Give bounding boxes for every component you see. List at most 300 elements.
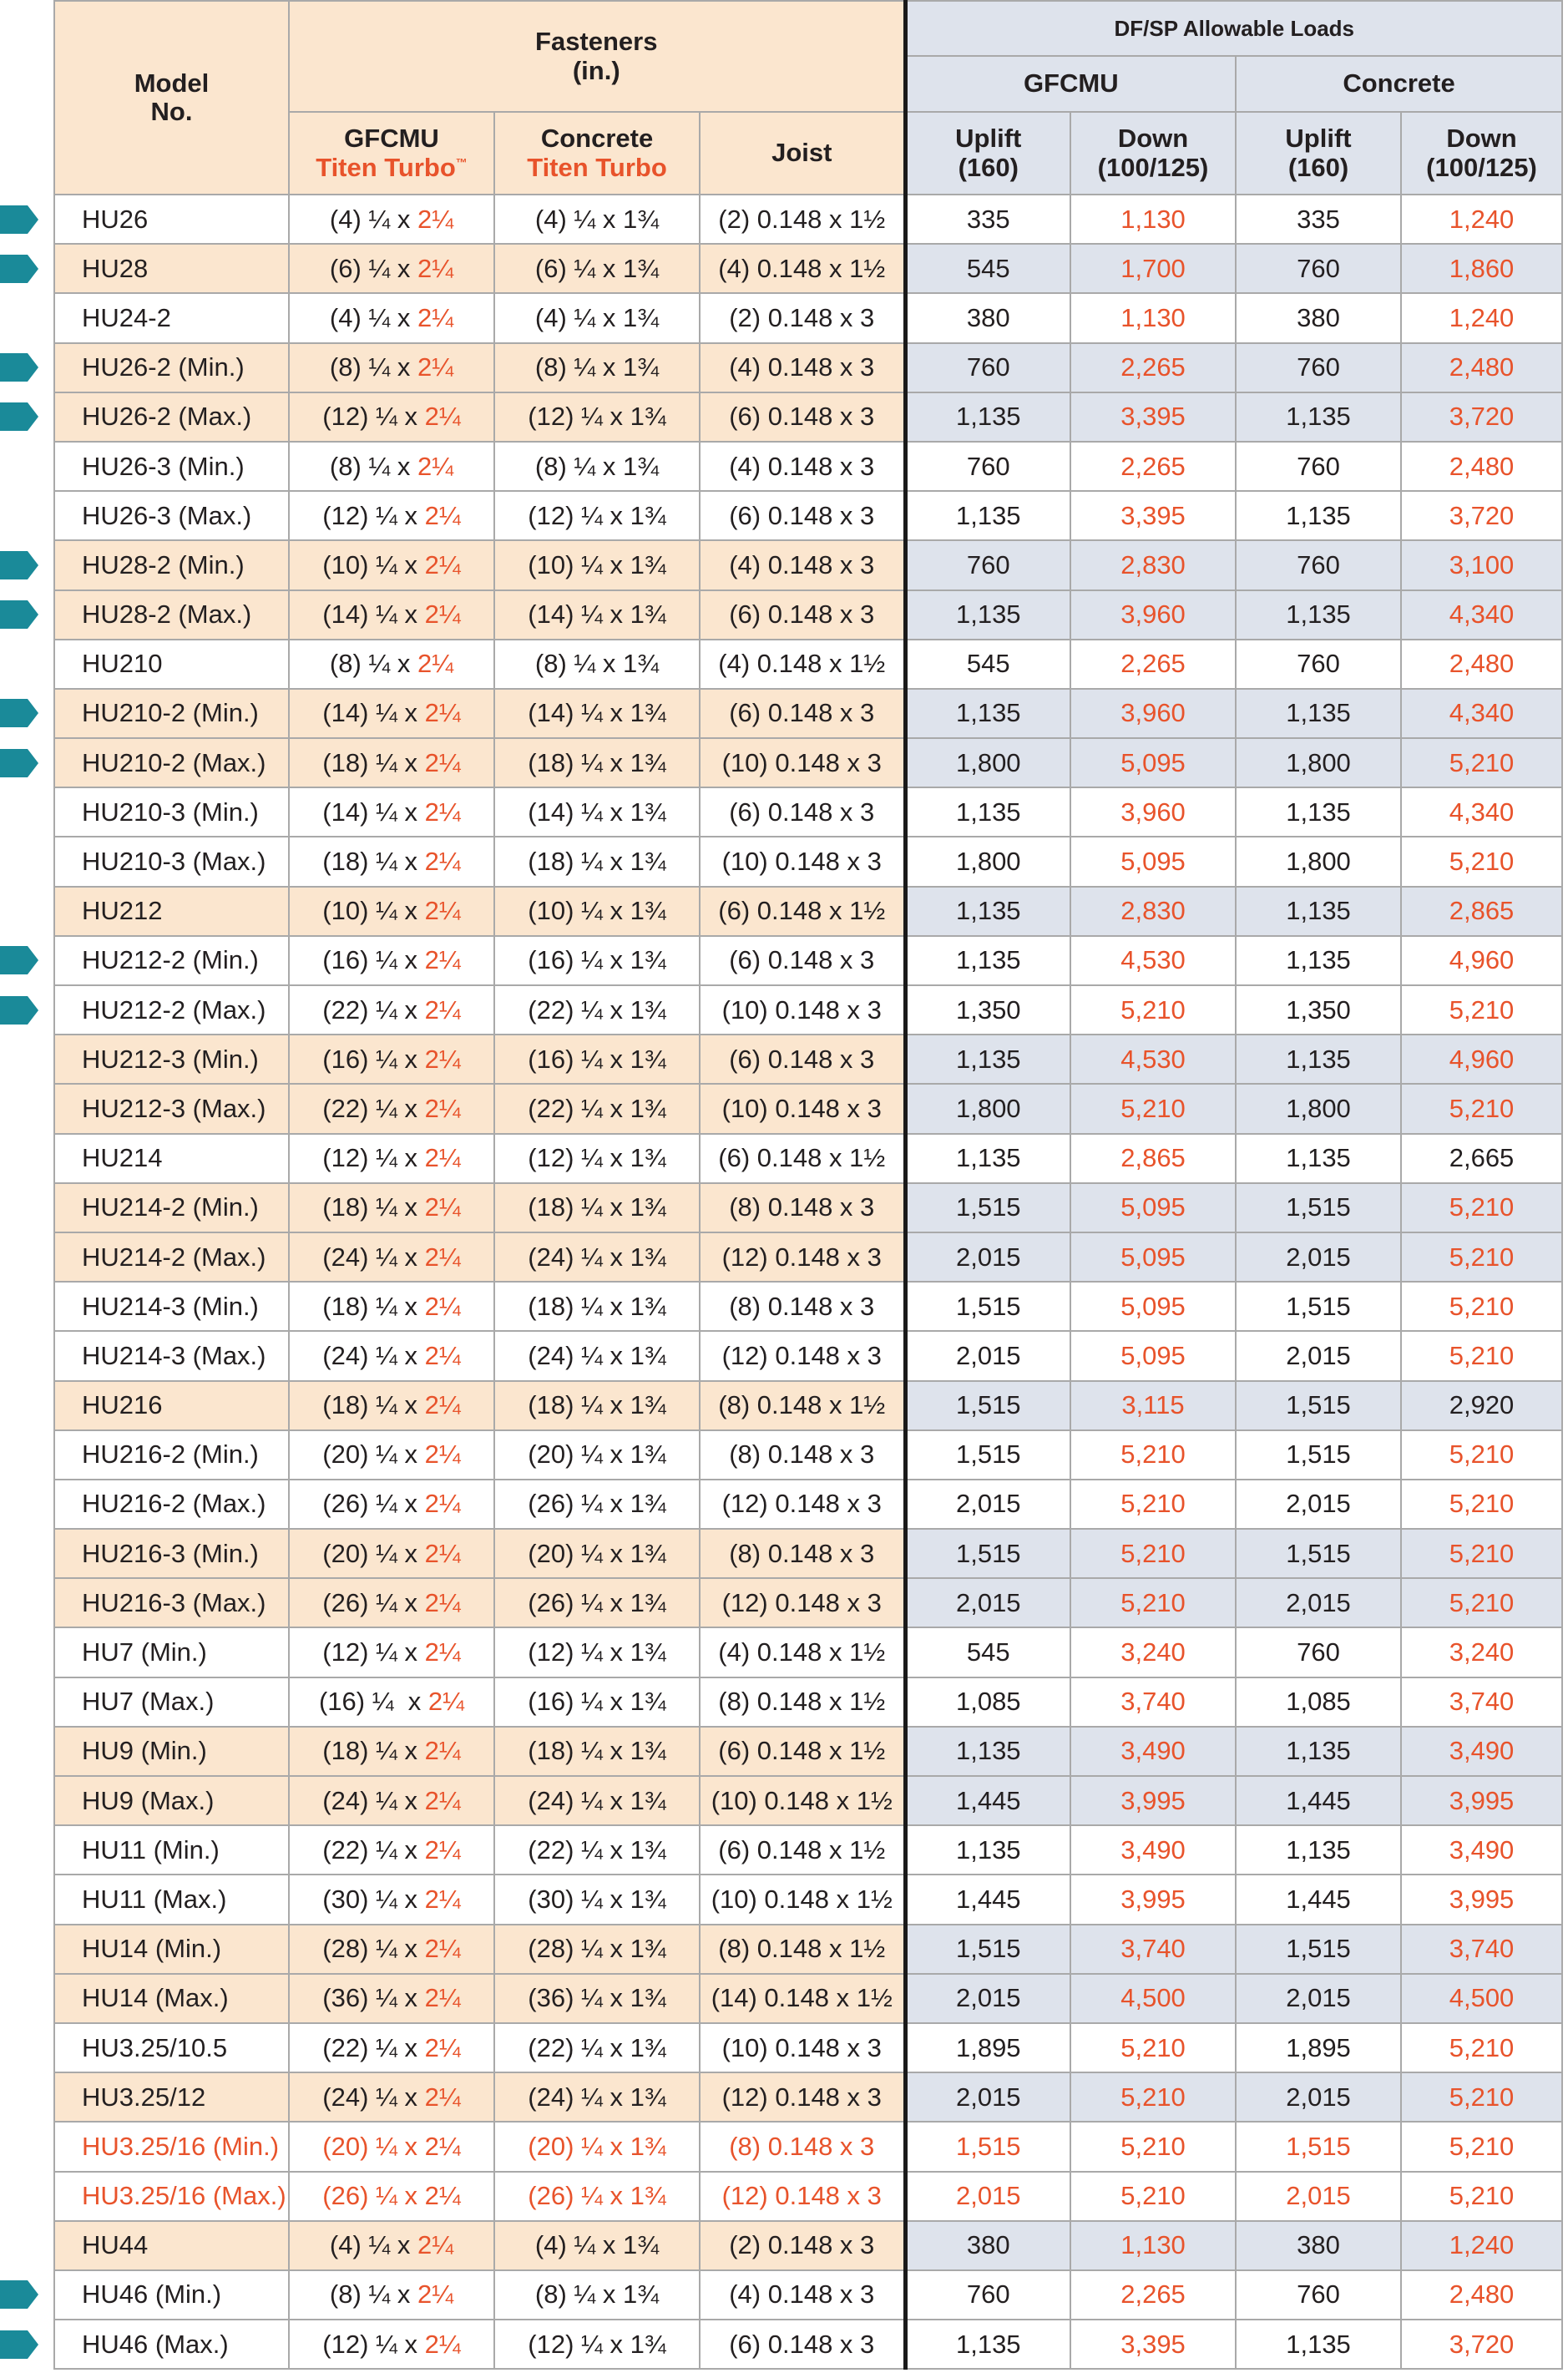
joist-fastener-cell: (6) 0.148 x 1½ xyxy=(700,1134,905,1183)
gfcmu-down-cell: 3,490 xyxy=(1070,1727,1236,1776)
gfcmu-fastener-cell xyxy=(289,1282,494,1331)
model-no-cell: HU210 xyxy=(54,640,289,689)
gfcmu-uplift-cell: 335 xyxy=(905,195,1070,244)
concrete-fastener-header: Concrete Titen Turbo xyxy=(494,112,700,195)
concrete-down-cell: 5,210 xyxy=(1401,1480,1562,1529)
table-row xyxy=(54,787,1562,837)
joist-fastener-cell: (6) 0.148 x 3 xyxy=(700,689,905,738)
concrete-fastener-cell: (16) ¼ x 1¾ xyxy=(494,936,700,985)
concrete-fastener-cell: (14) ¼ x 1¾ xyxy=(494,787,700,837)
table-row xyxy=(54,1529,1562,1578)
model-no-cell: HU216-3 (Max.) xyxy=(54,1578,289,1627)
model-no-cell: HU9 (Min.) xyxy=(54,1727,289,1776)
gfcmu-uplift-cell: 2,015 xyxy=(905,2172,1070,2221)
concrete-uplift-header: Uplift (160) xyxy=(1236,112,1401,195)
joist-fastener-cell: (12) 0.148 x 3 xyxy=(700,1578,905,1627)
table-row xyxy=(54,2023,1562,2072)
gfcmu-uplift-cell: 760 xyxy=(905,343,1070,392)
gfcmu-fastener-cell xyxy=(289,2023,494,2072)
gfcmu-down-cell: 3,740 xyxy=(1070,1677,1236,1727)
gfcmu-uplift-cell: 760 xyxy=(905,540,1070,589)
concrete-down-cell: 5,210 xyxy=(1401,1430,1562,1480)
gfcmu-uplift-cell: 2,015 xyxy=(905,1578,1070,1627)
concrete-down-cell: 2,480 xyxy=(1401,2270,1562,2320)
gfcmu-uplift-cell: 760 xyxy=(905,442,1070,491)
concrete-fastener-cell: (18) ¼ x 1¾ xyxy=(494,1183,700,1232)
gfcmu-down-cell: 2,265 xyxy=(1070,640,1236,689)
concrete-down-cell: 4,500 xyxy=(1401,1974,1562,2023)
gfcmu-fastener-qty: (26) ¼ x xyxy=(322,1587,425,1617)
joist-fastener-cell: (6) 0.148 x 3 xyxy=(700,392,905,442)
model-no-cell: HU210-2 (Min.) xyxy=(54,689,289,738)
gfcmu-uplift-cell: 1,350 xyxy=(905,985,1070,1035)
gfcmu-fastener-qty: (12) ¼ x xyxy=(322,1143,425,1173)
concrete-down-cell: 4,340 xyxy=(1401,787,1562,837)
table-row xyxy=(54,1381,1562,1430)
gfcmu-fastener-length: 2¼ xyxy=(424,2181,461,2211)
gfcmu-fastener-cell xyxy=(289,2122,494,2171)
model-no-cell: HU7 (Min.) xyxy=(54,1627,289,1677)
concrete-down-cell: 5,210 xyxy=(1401,2023,1562,2072)
gfcmu-down-cell: 2,830 xyxy=(1070,887,1236,936)
table-row xyxy=(54,640,1562,689)
concrete-down-cell: 5,210 xyxy=(1401,1232,1562,1282)
gfcmu-fastener-qty: (28) ¼ x xyxy=(322,1934,425,1964)
concrete-down-cell: 5,210 xyxy=(1401,2172,1562,2221)
table-row xyxy=(54,738,1562,787)
concrete-down-cell: 1,240 xyxy=(1401,195,1562,244)
concrete-fastener-cell: (28) ¼ x 1¾ xyxy=(494,1925,700,1974)
gfcmu-fastener-cell xyxy=(289,1529,494,1578)
gfcmu-down-cell: 5,095 xyxy=(1070,1331,1236,1380)
gfcmu-down-cell: 4,530 xyxy=(1070,936,1236,985)
concrete-uplift-cell: 1,515 xyxy=(1236,1430,1401,1480)
gfcmu-fastener-cell xyxy=(289,343,494,392)
concrete-down-cell: 3,720 xyxy=(1401,491,1562,540)
concrete-uplift-cell: 2,015 xyxy=(1236,1578,1401,1627)
gfcmu-fastener-qty: (24) ¼ x xyxy=(322,1242,425,1272)
concrete-down-cell: 3,740 xyxy=(1401,1677,1562,1727)
concrete-fastener-cell: (26) ¼ x 1¾ xyxy=(494,2172,700,2221)
model-no-cell: HU214 xyxy=(54,1134,289,1183)
gfcmu-uplift-cell: 545 xyxy=(905,640,1070,689)
concrete-fastener-cell: (4) ¼ x 1¾ xyxy=(494,2221,700,2270)
joist-fastener-cell: (8) 0.148 x 3 xyxy=(700,1183,905,1232)
joist-fastener-cell: (8) 0.148 x 3 xyxy=(700,2122,905,2171)
table-row xyxy=(54,2072,1562,2122)
model-no-cell: HU214-2 (Min.) xyxy=(54,1183,289,1232)
concrete-fastener-cell: (20) ¼ x 1¾ xyxy=(494,1529,700,1578)
joist-fastener-cell: (8) 0.148 x 3 xyxy=(700,1282,905,1331)
gfcmu-fastener-qty: (12) ¼ x xyxy=(322,2329,425,2359)
concrete-down-cell: 5,210 xyxy=(1401,985,1562,1035)
concrete-fastener-cell: (4) ¼ x 1¾ xyxy=(494,293,700,342)
concrete-down-cell: 2,865 xyxy=(1401,887,1562,936)
gfcmu-fastener-length: 2¼ xyxy=(417,451,454,481)
concrete-uplift-cell: 1,350 xyxy=(1236,985,1401,1035)
gfcmu-fastener-cell xyxy=(289,837,494,886)
table-row xyxy=(54,1134,1562,1183)
row-marker-icon xyxy=(0,600,38,629)
joist-header: Joist xyxy=(700,112,905,195)
gfcmu-uplift-cell: 1,895 xyxy=(905,2023,1070,2072)
gfcmu-fastener-qty: (24) ¼ x xyxy=(322,1340,425,1370)
model-no-cell: HU26-2 (Min.) xyxy=(54,343,289,392)
gfcmu-fastener-qty: (18) ¼ x xyxy=(322,1736,425,1766)
concrete-fastener-cell: (18) ¼ x 1¾ xyxy=(494,1727,700,1776)
gfcmu-fastener-length: 2¼ xyxy=(424,1884,461,1914)
model-no-cell: HU28 xyxy=(54,244,289,293)
dfsp-allowable-loads-header: DF/SP Allowable Loads xyxy=(905,1,1562,56)
joist-fastener-cell: (10) 0.148 x 1½ xyxy=(700,1776,905,1825)
table-row xyxy=(54,2270,1562,2320)
concrete-fastener-cell: (12) ¼ x 1¾ xyxy=(494,1134,700,1183)
gfcmu-down-cell: 5,210 xyxy=(1070,1430,1236,1480)
concrete-fastener-cell: (14) ¼ x 1¾ xyxy=(494,689,700,738)
gfcmu-fastener-length: 2¼ xyxy=(424,1291,461,1321)
gfcmu-fastener-cell xyxy=(289,1627,494,1677)
gfcmu-fastener-qty: (12) ¼ x xyxy=(322,1637,425,1667)
joist-fastener-cell: (12) 0.148 x 3 xyxy=(700,2072,905,2122)
model-no-cell: HU14 (Min.) xyxy=(54,1925,289,1974)
concrete-fastener-cell: (12) ¼ x 1¾ xyxy=(494,491,700,540)
gfcmu-fastener-cell xyxy=(289,2221,494,2270)
concrete-uplift-cell: 1,135 xyxy=(1236,1727,1401,1776)
model-no-cell: HU212-3 (Max.) xyxy=(54,1084,289,1133)
concrete-down-cell: 3,720 xyxy=(1401,392,1562,442)
table-row xyxy=(54,442,1562,491)
concrete-down-cell: 3,995 xyxy=(1401,1776,1562,1825)
gfcmu-fastener-cell xyxy=(289,392,494,442)
gfcmu-down-cell: 3,490 xyxy=(1070,1825,1236,1875)
gfcmu-uplift-cell: 1,135 xyxy=(905,491,1070,540)
model-no-cell: HU3.25/12 xyxy=(54,2072,289,2122)
gfcmu-fastener-cell xyxy=(289,1084,494,1133)
model-no-cell: HU26-3 (Min.) xyxy=(54,442,289,491)
table-row xyxy=(54,2172,1562,2221)
gfcmu-uplift-cell: 2,015 xyxy=(905,1974,1070,2023)
table-row xyxy=(54,2221,1562,2270)
concrete-fastener-cell: (18) ¼ x 1¾ xyxy=(494,837,700,886)
concrete-down-cell: 3,490 xyxy=(1401,1727,1562,1776)
gfcmu-uplift-cell: 1,515 xyxy=(905,1925,1070,1974)
gfcmu-fastener-qty: (26) ¼ x xyxy=(322,1489,425,1519)
table-row xyxy=(54,1727,1562,1776)
concrete-fastener-cell: (12) ¼ x 1¾ xyxy=(494,1627,700,1677)
gfcmu-uplift-cell: 1,515 xyxy=(905,1529,1070,1578)
concrete-down-cell: 2,480 xyxy=(1401,640,1562,689)
row-marker-icon xyxy=(0,205,38,234)
concrete-fastener-cell: (20) ¼ x 1¾ xyxy=(494,1430,700,1480)
gfcmu-fastener-qty: (16) ¼ x xyxy=(322,1044,425,1074)
concrete-uplift-cell: 1,135 xyxy=(1236,787,1401,837)
load-table-wrapper xyxy=(53,0,1561,2370)
concrete-uplift-cell: 2,015 xyxy=(1236,2072,1401,2122)
gfcmu-uplift-cell: 545 xyxy=(905,1627,1070,1677)
model-no-cell: HU9 (Max.) xyxy=(54,1776,289,1825)
concrete-uplift-cell: 380 xyxy=(1236,2221,1401,2270)
gfcmu-down-cell: 5,095 xyxy=(1070,837,1236,886)
gfcmu-fastener-cell xyxy=(289,1134,494,1183)
concrete-uplift-cell: 1,800 xyxy=(1236,837,1401,886)
gfcmu-uplift-cell: 1,800 xyxy=(905,1084,1070,1133)
table-row xyxy=(54,1035,1562,1084)
concrete-fastener-cell: (4) ¼ x 1¾ xyxy=(494,195,700,244)
gfcmu-uplift-header: Uplift (160) xyxy=(905,112,1070,195)
concrete-uplift-cell: 1,085 xyxy=(1236,1677,1401,1727)
gfcmu-down-cell: 3,995 xyxy=(1070,1776,1236,1825)
table-row xyxy=(54,887,1562,936)
table-row xyxy=(54,1677,1562,1727)
gfcmu-down-cell: 3,960 xyxy=(1070,590,1236,640)
concrete-down-cell: 3,240 xyxy=(1401,1627,1562,1677)
gfcmu-down-cell: 5,210 xyxy=(1070,2023,1236,2072)
concrete-uplift-cell: 760 xyxy=(1236,442,1401,491)
gfcmu-fastener-cell xyxy=(289,2072,494,2122)
gfcmu-fastener-cell xyxy=(289,2270,494,2320)
model-no-cell: HU216-2 (Min.) xyxy=(54,1430,289,1480)
table-row xyxy=(54,2320,1562,2369)
row-marker-icon xyxy=(0,2280,38,2309)
joist-fastener-cell: (2) 0.148 x 3 xyxy=(700,293,905,342)
gfcmu-fastener-cell xyxy=(289,590,494,640)
gfcmu-uplift-cell: 1,135 xyxy=(905,689,1070,738)
row-marker-icon xyxy=(0,749,38,777)
gfcmu-down-cell: 2,830 xyxy=(1070,540,1236,589)
gfcmu-uplift-cell: 1,800 xyxy=(905,738,1070,787)
concrete-fastener-cell: (6) ¼ x 1¾ xyxy=(494,244,700,293)
gfcmu-uplift-cell: 760 xyxy=(905,2270,1070,2320)
gfcmu-fastener-cell xyxy=(289,1430,494,1480)
table-row xyxy=(54,1232,1562,1282)
concrete-uplift-cell: 1,135 xyxy=(1236,689,1401,738)
concrete-down-cell: 5,210 xyxy=(1401,1331,1562,1380)
table-body xyxy=(54,195,1562,2369)
concrete-fastener-cell: (14) ¼ x 1¾ xyxy=(494,590,700,640)
table-row xyxy=(54,1974,1562,2023)
concrete-uplift-cell: 1,135 xyxy=(1236,491,1401,540)
model-no-cell: HU26-2 (Max.) xyxy=(54,392,289,442)
concrete-uplift-cell: 1,135 xyxy=(1236,936,1401,985)
gfcmu-fastener-qty: (16) ¼ x xyxy=(318,1687,428,1717)
joist-fastener-cell: (10) 0.148 x 3 xyxy=(700,2023,905,2072)
gfcmu-fastener-qty: (22) ¼ x xyxy=(322,994,425,1025)
gfcmu-down-cell: 5,210 xyxy=(1070,2122,1236,2171)
concrete-fastener-cell: (18) ¼ x 1¾ xyxy=(494,1381,700,1430)
gfcmu-down-cell: 3,395 xyxy=(1070,2320,1236,2369)
joist-fastener-cell: (6) 0.148 x 3 xyxy=(700,491,905,540)
concrete-uplift-cell: 760 xyxy=(1236,244,1401,293)
joist-fastener-cell: (8) 0.148 x 3 xyxy=(700,1430,905,1480)
gfcmu-down-header: Down (100/125) xyxy=(1070,112,1236,195)
gfcmu-fastener-cell xyxy=(289,442,494,491)
model-no-cell: HU212 xyxy=(54,887,289,936)
concrete-uplift-cell: 2,015 xyxy=(1236,1480,1401,1529)
model-no-cell: HU26-3 (Max.) xyxy=(54,491,289,540)
table-row xyxy=(54,837,1562,886)
table-row xyxy=(54,1084,1562,1133)
concrete-uplift-cell: 1,515 xyxy=(1236,1925,1401,1974)
gfcmu-fastener-length: 2¼ xyxy=(424,945,461,975)
joist-fastener-cell: (10) 0.148 x 3 xyxy=(700,837,905,886)
model-no-cell: HU212-2 (Max.) xyxy=(54,985,289,1035)
gfcmu-down-cell: 5,095 xyxy=(1070,1232,1236,1282)
model-no-cell: HU212-3 (Min.) xyxy=(54,1035,289,1084)
gfcmu-uplift-cell: 1,515 xyxy=(905,1282,1070,1331)
model-no-cell: HU216-3 (Min.) xyxy=(54,1529,289,1578)
gfcmu-fastener-cell xyxy=(289,640,494,689)
model-no-cell: HU14 (Max.) xyxy=(54,1974,289,2023)
gfcmu-down-cell: 4,500 xyxy=(1070,1974,1236,2023)
gfcmu-fastener-cell xyxy=(289,1825,494,1875)
table-row xyxy=(54,392,1562,442)
joist-fastener-cell: (6) 0.148 x 3 xyxy=(700,1035,905,1084)
gfcmu-fastener-length: 2¼ xyxy=(424,1785,461,1815)
table-row xyxy=(54,343,1562,392)
concrete-down-cell: 3,490 xyxy=(1401,1825,1562,1875)
model-no-cell: HU214-2 (Max.) xyxy=(54,1232,289,1282)
gfcmu-fastener-header: GFCMU Titen Turbo™ xyxy=(289,112,494,195)
gfcmu-down-cell: 3,115 xyxy=(1070,1381,1236,1430)
gfcmu-uplift-cell: 380 xyxy=(905,2221,1070,2270)
joist-fastener-cell: (10) 0.148 x 3 xyxy=(700,1084,905,1133)
gfcmu-fastener-cell xyxy=(289,1480,494,1529)
concrete-fastener-cell: (10) ¼ x 1¾ xyxy=(494,887,700,936)
gfcmu-fastener-length: 2¼ xyxy=(417,2279,454,2310)
gfcmu-fastener-cell xyxy=(289,2172,494,2221)
table-row xyxy=(54,1776,1562,1825)
gfcmu-down-cell: 3,395 xyxy=(1070,491,1236,540)
gfcmu-fastener-cell xyxy=(289,1875,494,1924)
gfcmu-fastener-length: 2¼ xyxy=(424,2329,461,2359)
concrete-uplift-cell: 2,015 xyxy=(1236,2172,1401,2221)
joist-fastener-cell: (8) 0.148 x 1½ xyxy=(700,1925,905,1974)
concrete-fastener-cell: (10) ¼ x 1¾ xyxy=(494,540,700,589)
joist-fastener-cell: (10) 0.148 x 3 xyxy=(700,985,905,1035)
joist-fastener-cell: (6) 0.148 x 1½ xyxy=(700,1825,905,1875)
concrete-down-cell: 4,960 xyxy=(1401,936,1562,985)
gfcmu-uplift-cell: 1,135 xyxy=(905,590,1070,640)
concrete-uplift-cell: 1,515 xyxy=(1236,2122,1401,2171)
concrete-uplift-cell: 1,135 xyxy=(1236,392,1401,442)
gfcmu-fastener-qty: (8) ¼ x xyxy=(329,352,417,382)
model-no-cell: HU216 xyxy=(54,1381,289,1430)
concrete-down-cell: 5,210 xyxy=(1401,738,1562,787)
gfcmu-fastener-qty: (18) ¼ x xyxy=(322,847,425,877)
concrete-down-cell: 5,210 xyxy=(1401,1084,1562,1133)
gfcmu-fastener-length: 2¼ xyxy=(417,253,454,283)
gfcmu-fastener-length: 2¼ xyxy=(424,994,461,1025)
table-row xyxy=(54,1282,1562,1331)
gfcmu-fastener-length: 2¼ xyxy=(424,1834,461,1864)
joist-fastener-cell: (6) 0.148 x 3 xyxy=(700,936,905,985)
concrete-down-cell: 2,480 xyxy=(1401,343,1562,392)
model-no-cell: HU11 (Min.) xyxy=(54,1825,289,1875)
joist-fastener-cell: (8) 0.148 x 1½ xyxy=(700,1381,905,1430)
allowable-loads-table xyxy=(53,0,1563,2370)
model-no-cell: HU7 (Max.) xyxy=(54,1677,289,1727)
row-marker-icon xyxy=(0,255,38,283)
gfcmu-fastener-length: 2¼ xyxy=(424,1637,461,1667)
gfcmu-fastener-qty: (18) ¼ x xyxy=(322,1291,425,1321)
concrete-uplift-cell: 1,515 xyxy=(1236,1529,1401,1578)
concrete-uplift-cell: 1,135 xyxy=(1236,2320,1401,2369)
model-no-cell: HU46 (Min.) xyxy=(54,2270,289,2320)
concrete-uplift-cell: 1,135 xyxy=(1236,590,1401,640)
gfcmu-down-cell: 3,995 xyxy=(1070,1875,1236,1924)
concrete-uplift-cell: 760 xyxy=(1236,1627,1401,1677)
gfcmu-uplift-cell: 1,135 xyxy=(905,887,1070,936)
concrete-down-cell: 2,665 xyxy=(1401,1134,1562,1183)
gfcmu-uplift-cell: 1,515 xyxy=(905,2122,1070,2171)
concrete-fastener-cell: (16) ¼ x 1¾ xyxy=(494,1677,700,1727)
gfcmu-fastener-length: 2¼ xyxy=(424,1242,461,1272)
gfcmu-fastener-cell xyxy=(289,1232,494,1282)
gfcmu-down-cell: 1,130 xyxy=(1070,293,1236,342)
gfcmu-down-cell: 5,210 xyxy=(1070,2072,1236,2122)
gfcmu-fastener-qty: (14) ¼ x xyxy=(322,797,425,827)
gfcmu-group-header: GFCMU xyxy=(905,56,1236,112)
gfcmu-uplift-cell: 1,135 xyxy=(905,936,1070,985)
gfcmu-fastener-length: 2¼ xyxy=(424,797,461,827)
gfcmu-fastener-length: 2¼ xyxy=(427,1687,465,1717)
model-no-cell: HU44 xyxy=(54,2221,289,2270)
gfcmu-fastener-length: 2¼ xyxy=(417,352,454,382)
gfcmu-uplift-cell: 1,515 xyxy=(905,1430,1070,1480)
gfcmu-down-cell: 5,210 xyxy=(1070,2172,1236,2221)
concrete-fastener-cell: (8) ¼ x 1¾ xyxy=(494,640,700,689)
gfcmu-fastener-qty: (16) ¼ x xyxy=(322,945,425,975)
gfcmu-fastener-length: 2¼ xyxy=(424,1044,461,1074)
gfcmu-down-cell: 5,210 xyxy=(1070,1578,1236,1627)
gfcmu-fastener-cell xyxy=(289,738,494,787)
gfcmu-fastener-cell xyxy=(289,1035,494,1084)
gfcmu-uplift-cell: 2,015 xyxy=(905,1331,1070,1380)
gfcmu-uplift-cell: 1,135 xyxy=(905,1035,1070,1084)
concrete-down-cell: 1,240 xyxy=(1401,2221,1562,2270)
concrete-uplift-cell: 1,515 xyxy=(1236,1282,1401,1331)
concrete-uplift-cell: 380 xyxy=(1236,293,1401,342)
gfcmu-fastener-qty: (22) ¼ x xyxy=(322,1093,425,1123)
concrete-down-cell: 5,210 xyxy=(1401,1183,1562,1232)
gfcmu-down-cell: 5,210 xyxy=(1070,1480,1236,1529)
gfcmu-fastener-cell xyxy=(289,1776,494,1825)
joist-fastener-cell: (4) 0.148 x 3 xyxy=(700,2270,905,2320)
concrete-fastener-cell: (8) ¼ x 1¾ xyxy=(494,442,700,491)
model-no-cell: HU24-2 xyxy=(54,293,289,342)
concrete-down-cell: 4,340 xyxy=(1401,590,1562,640)
gfcmu-fastener-length: 2¼ xyxy=(417,2230,454,2260)
table-row xyxy=(54,936,1562,985)
concrete-fastener-cell: (22) ¼ x 1¾ xyxy=(494,985,700,1035)
concrete-uplift-cell: 760 xyxy=(1236,640,1401,689)
gfcmu-down-cell: 3,740 xyxy=(1070,1925,1236,1974)
concrete-uplift-cell: 1,445 xyxy=(1236,1875,1401,1924)
concrete-fastener-cell: (12) ¼ x 1¾ xyxy=(494,2320,700,2369)
joist-fastener-cell: (4) 0.148 x 1½ xyxy=(700,244,905,293)
model-no-cell: HU210-3 (Min.) xyxy=(54,787,289,837)
joist-fastener-cell: (6) 0.148 x 3 xyxy=(700,2320,905,2369)
concrete-fastener-cell: (30) ¼ x 1¾ xyxy=(494,1875,700,1924)
gfcmu-fastener-length: 2¼ xyxy=(417,302,454,332)
gfcmu-fastener-cell xyxy=(289,2320,494,2369)
concrete-fastener-cell: (26) ¼ x 1¾ xyxy=(494,1578,700,1627)
joist-fastener-cell: (12) 0.148 x 3 xyxy=(700,2172,905,2221)
gfcmu-fastener-length: 2¼ xyxy=(424,500,461,530)
table-row xyxy=(54,590,1562,640)
gfcmu-fastener-length: 2¼ xyxy=(424,1489,461,1519)
joist-fastener-cell: (4) 0.148 x 3 xyxy=(700,540,905,589)
